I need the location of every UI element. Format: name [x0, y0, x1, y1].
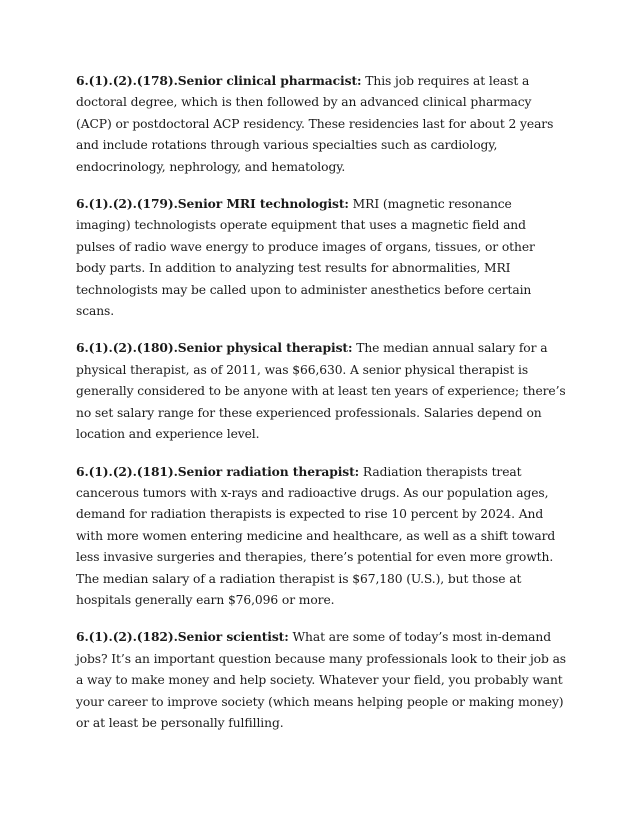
entry-senior-mri-technologist [76, 193, 566, 322]
entry-body: The median annual salary for a physical therapist, as of 2011, was $66,630. A senior physical therapist is generally considered to be anyone with at least ten years of experience; there’s no set salary range for these experienced professionals. Salaries depend on location and experience level. [76, 341, 566, 442]
entry-title: 6.(1).(2).(180).Senior physical therapist: [76, 340, 353, 356]
entry-body: Radiation therapists treat cancerous tumors with x-rays and radioactive drugs. As our population ages, demand for radiation therapists is expected to rise 10 percent by 2024. And with more women entering medicine and healthcare, as well as a shift toward less invasive surgeries and therapies, there’s potential for even more growth. The median salary of a radiation therapist is $67,180 (U.S.), but those at hospitals generally earn $76,096 or more. [76, 464, 556, 607]
entry-title: 6.(1).(2).(181).Senior radiation therapist: [76, 463, 360, 479]
document-page [76, 70, 566, 749]
entry-senior-scientist [76, 626, 566, 734]
entry-body: MRI (magnetic resonance imaging) technologists operate equipment that uses a magnetic field and pulses of radio wave energy to produce images of organs, tissues, or other body parts. In addition to analyzing test results for abnormalities, MRI technologists may be called upon to administer anesthetics before certain scans. [76, 197, 535, 319]
entry-title: 6.(1).(2).(179).Senior MRI technologist: [76, 196, 349, 212]
entry-title: 6.(1).(2).(178).Senior clinical pharmacist: [76, 73, 362, 88]
entry-body: This job requires at least a doctoral degree, which is then followed by an advanced clinical pharmacy (ACP) or postdoctoral ACP residency. These residencies last for about 2 years and include rotations through various specialties such as cardiology, endocrinology, nephrology, and hematology. [76, 74, 554, 174]
entry-title: 6.(1).(2).(182).Senior scientist: [76, 629, 289, 645]
entry-senior-radiation-therapist [76, 461, 566, 612]
entry-senior-physical-therapist [76, 337, 566, 445]
entry-body: What are some of today’s most in-demand jobs? It’s an important question because many professionals look to their job as a way to make money and help society. Whatever your field, you probably want your career to improve society (which means helping people or making money) or at least be personally fulfilling. [76, 630, 567, 730]
entry-senior-clinical-pharmacist [76, 70, 566, 178]
